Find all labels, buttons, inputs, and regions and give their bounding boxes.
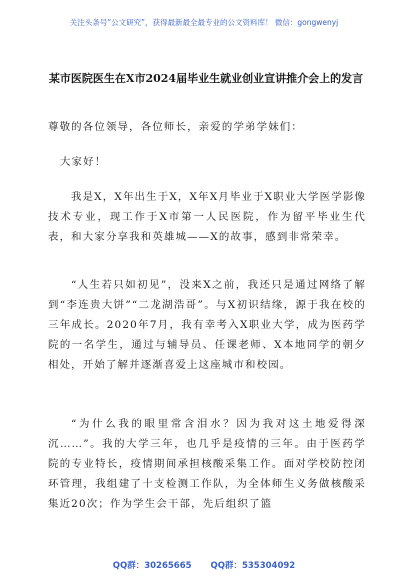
- greeting-line: 尊敬的各位领导，各位师长，亲爱的学弟学妹们：: [48, 121, 303, 133]
- body-paragraph: “为什么我的眼里常含泪水？因为我对这土地爱得深沉……”。我的大学三年，也几乎是疫情的三年。由于医药学院的专业特长，疫情期间承担核酸采集工作。面对学校防控闭环管理，我组建了十支检测工作队，为全体师生义务做核酸采集近20次；作为学生会干部，先后组织了篮: [48, 418, 366, 510]
- body-paragraph: “人生若只如初见”，没来X之前，我还只是通过网络了解到“李连贵大饼”“二龙湖浩哥”。与X初识结缘，源于我在校的三年成长。2020年7月，我有幸考入X职业大学，成为医药学院的一名学生，通过与辅导员、任课老师、X本地同学的朝夕相处，开始了解并逐渐喜爱上这座城市和校园。: [48, 279, 366, 371]
- footer-contact: [0, 559, 408, 571]
- qq-group-2: QQ群：535304092: [210, 561, 296, 571]
- qq-group-1: QQ群：30265665: [112, 561, 192, 571]
- body-paragraph: 我是X，X年出生于X，X年X月毕业于X职业大学医学影像技术专业，现工作于X市第一人民医院，作为留平毕业生代表，和大家分享我和英雄城——X的故事，感到非常荣幸。: [48, 191, 366, 243]
- hello-line: 大家好！: [60, 156, 107, 168]
- promo-banner: 关注头条号“公文研究”，获得最新最全最专业的公文资料库！ 微信：gongwenyj: [69, 18, 339, 27]
- document-title: 某市医院医生在X市2024届毕业生就业创业宣讲推介会上的发言: [48, 72, 364, 85]
